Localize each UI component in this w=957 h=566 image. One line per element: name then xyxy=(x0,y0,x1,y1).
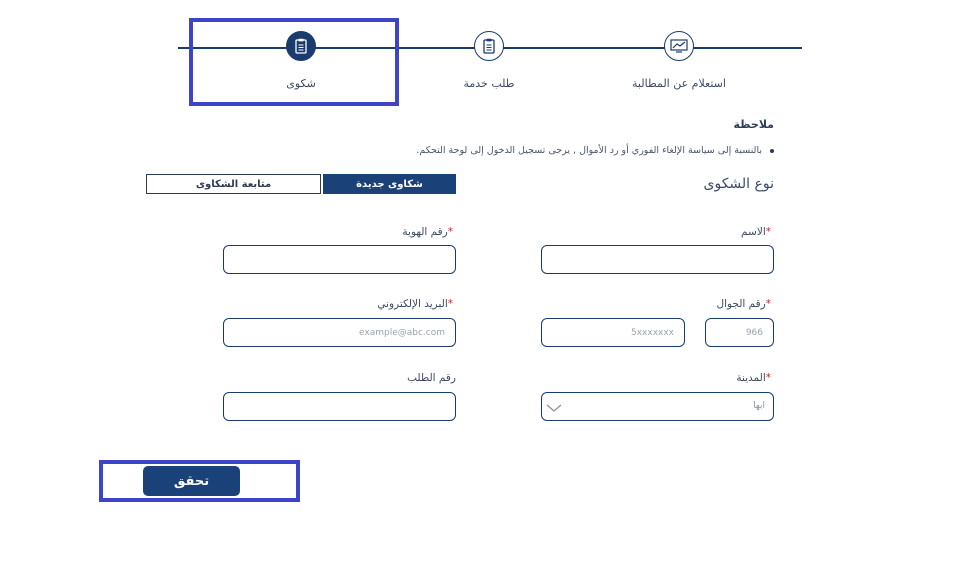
name-input[interactable] xyxy=(541,245,774,274)
request-number-input[interactable] xyxy=(223,392,456,421)
step-service-request[interactable] xyxy=(409,31,569,90)
city-select[interactable] xyxy=(541,392,774,421)
clipboard-icon xyxy=(474,31,504,61)
new-complaints-button[interactable]: شكاوى جديدة xyxy=(323,174,456,194)
step-claim-inquiry[interactable] xyxy=(599,31,759,90)
follow-up-complaints-button[interactable]: متابعة الشكاوى xyxy=(146,174,321,194)
id-number-input[interactable] xyxy=(223,245,456,274)
complaint-type-label: نوع الشكوى xyxy=(703,176,774,192)
step-label: طلب خدمة xyxy=(463,77,515,90)
email-label: *البريد الإلكتروني xyxy=(377,298,453,310)
chevron-down-icon xyxy=(546,399,562,418)
city-value: ابها xyxy=(753,401,765,411)
country-code-input[interactable] xyxy=(705,318,774,347)
step-label: استعلام عن المطالبة xyxy=(632,77,726,90)
name-label: *الاسم xyxy=(741,226,771,238)
request-number-label: رقم الطلب xyxy=(407,372,456,384)
active-step-highlight xyxy=(189,18,399,106)
note-text: بالنسبة إلى سياسة الإلغاء الفوري أو رد الأموال , يرجى تسجيل الدخول إلى لوحة التحكم. xyxy=(416,145,762,156)
id-number-label: *رقم الهوية xyxy=(402,226,453,238)
verify-button[interactable]: تحقق xyxy=(143,466,240,496)
note-item xyxy=(416,145,774,156)
email-input[interactable] xyxy=(223,318,456,347)
mobile-number-input[interactable] xyxy=(541,318,685,347)
chart-icon xyxy=(664,31,694,61)
note-title: ملاحظة xyxy=(733,118,774,131)
city-label: *المدينة xyxy=(736,372,771,384)
step-label: شكوى xyxy=(286,77,316,90)
mobile-label: *رقم الجوال xyxy=(716,298,771,310)
bullet-icon xyxy=(770,149,774,153)
